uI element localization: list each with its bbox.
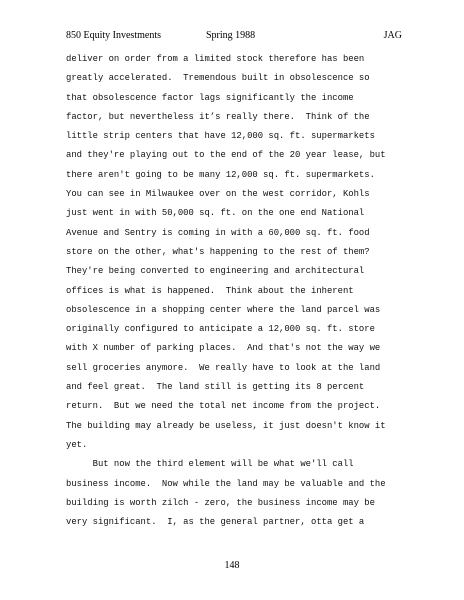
- text-line: They're being converted to engineering and architectural: [66, 266, 365, 277]
- text-line: very significant. I, as the general partner, otta get a: [66, 517, 365, 528]
- text-line: store on the other, what's happening to the rest of them?: [66, 246, 370, 257]
- text-line: originally configured to anticipate a 12,000 sq. ft. store: [66, 324, 375, 335]
- text-line: factor, but nevertheless it’s really there. Think of the: [66, 111, 370, 122]
- page-number: 148: [224, 560, 240, 571]
- header-term: Spring 1988: [206, 30, 256, 41]
- text-line: that obsolescence factor lags significantly the income: [66, 92, 354, 103]
- text-line: there aren't going to be many 12,000 sq. ft. supermarkets.: [66, 169, 375, 180]
- text-line: The building may already be useless, it just doesn't know it: [66, 420, 386, 431]
- text-line: greatly accelerated. Tremendous built in obsolescence so: [66, 73, 370, 84]
- text-line: deliver on order from a limited stock therefore has been: [66, 54, 365, 64]
- text-line: But now the third element will be what we'll call: [66, 459, 354, 470]
- transcript-body: [66, 50, 406, 532]
- text-line: and they're playing out to the end of the 20 year lease, but: [66, 150, 386, 161]
- text-line: business income. Now while the land may be valuable and the: [66, 478, 386, 489]
- text-line: Avenue and Sentry is coming in with a 60,000 sq. ft. food: [66, 227, 370, 238]
- text-line: obsolescence in a shopping center where the land parcel was: [66, 304, 381, 315]
- text-line: and feel great. The land still is getting its 8 percent: [66, 382, 365, 393]
- header-initials: JAG: [383, 30, 402, 41]
- text-line: sell groceries anymore. We really have to look at the land: [66, 362, 381, 373]
- text-line: yet.: [66, 439, 88, 450]
- text-line: You can see in Milwaukee over on the west corridor, Kohls: [66, 189, 370, 200]
- text-line: offices is what is happened. Think about the inherent: [66, 285, 354, 296]
- page-header: [66, 30, 402, 42]
- header-course-title: 850 Equity Investments: [66, 30, 161, 41]
- text-line: just went in with 50,000 sq. ft. on the one end National: [66, 208, 365, 219]
- text-line: return. But we need the total net income from the project.: [66, 401, 381, 412]
- text-line: building is worth zilch - zero, the business income may be: [66, 497, 375, 508]
- text-line: little strip centers that have 12,000 sq. ft. supermarkets: [66, 131, 375, 142]
- text-line: with X number of parking places. And that's not the way we: [66, 343, 381, 354]
